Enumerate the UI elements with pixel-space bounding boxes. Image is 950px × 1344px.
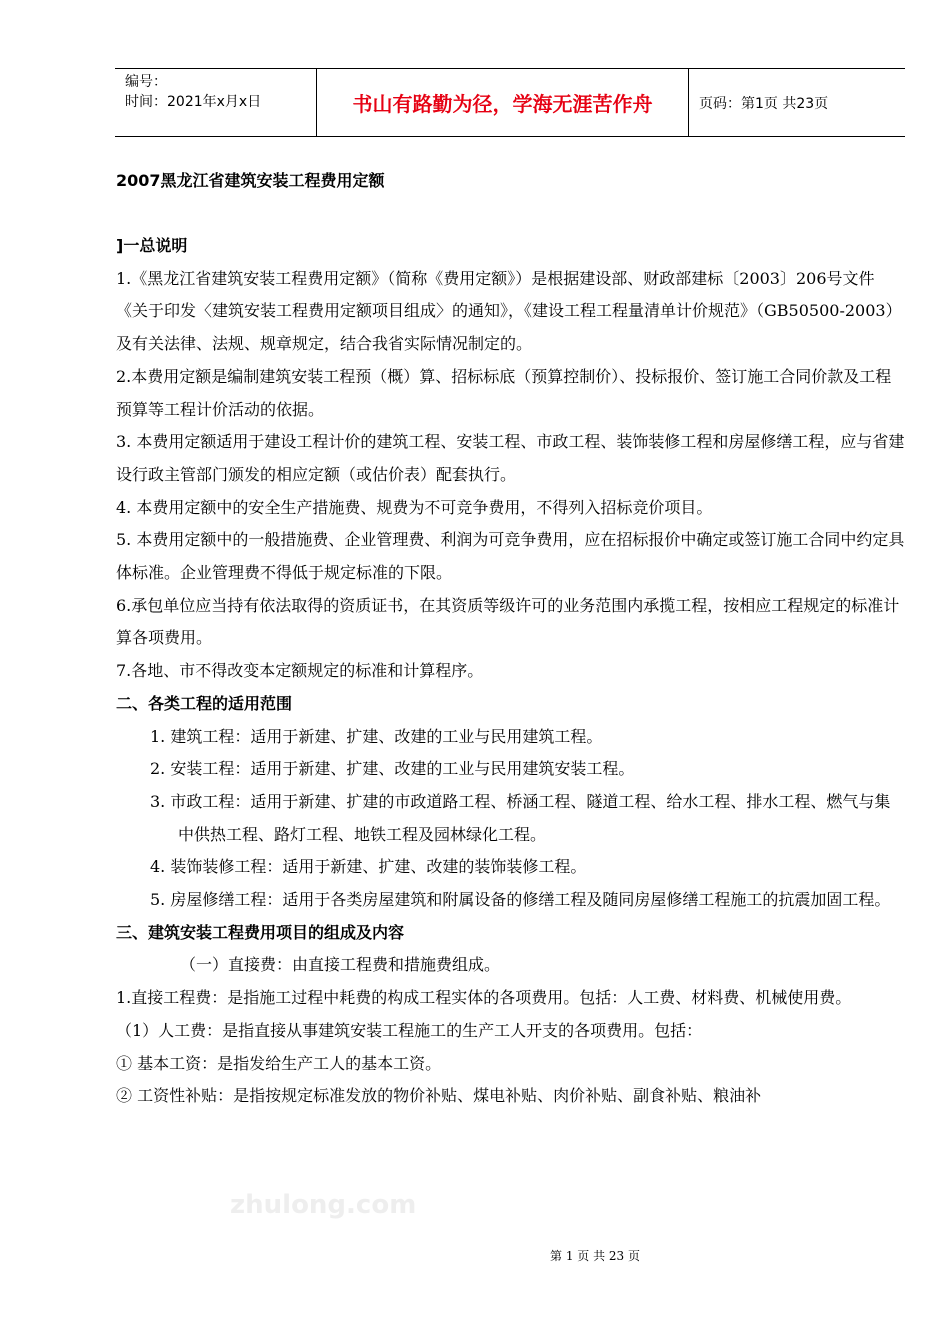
paragraph: ① 基本工资：是指发给生产工人的基本工资。 (116, 1053, 442, 1073)
list-item: 2. 安装工程：适用于新建、扩建、改建的工业与民用建筑安装工程。 (150, 759, 635, 779)
paragraph: （1）人工费：是指直接从事建筑安装工程施工的生产工人开支的各项费用。包括： (116, 1020, 703, 1040)
number-label: 编号： (125, 74, 167, 90)
header-meta (115, 69, 316, 136)
watermark: zhulong.com (230, 1190, 417, 1220)
section-heading: ]一总说明 (116, 236, 188, 255)
list-item: 1. 建筑工程：适用于新建、扩建、改建的工业与民用建筑工程。 (150, 726, 603, 746)
paragraph: 3. 本费用定额适用于建设工程计价的建筑工程、安装工程、市政工程、装饰装修工程和房屋修缮工程，应与省建设行政主管部门颁发的相应定额（或估价表）配套执行。 (116, 432, 905, 484)
paragraph: 1.《黑龙江省建筑安装工程费用定额》（简称《费用定额》）是根据建设部、财政部建标〔2003〕206号文件《关于印发〈建筑安装工程费用定额项目组成〉的通知》，《建设工程工程量清单计价规范》（GB50500-2003）及有关法律、法规、规章规定，结合我省实际情况制定的。 (116, 268, 902, 354)
header-motto: 书山有路勤为径，学海无涯苦作舟 (316, 69, 689, 136)
paragraph: 7.各地、市不得改变本定额规定的标准和计算程序。 (116, 661, 484, 681)
time-label: 时间：2021年x月x日 (125, 94, 262, 110)
document-body (116, 230, 906, 1113)
list-item: 5. 房屋修缮工程：适用于各类房屋建筑和附属设备的修缮工程及随同房屋修缮工程施工的抗震加固工程。 (150, 890, 891, 910)
paragraph: 1.直接工程费：是指施工过程中耗费的构成工程实体的各项费用。包括：人工费、材料费、机械使用费。 (116, 988, 852, 1008)
page-header (115, 68, 905, 137)
list-item: 3. 市政工程：适用于新建、扩建的市政道路工程、桥涵工程、隧道工程、给水工程、排水工程、燃气与集中供热工程、路灯工程、地铁工程及园林绿化工程。 (150, 791, 891, 844)
paragraph: 4. 本费用定额中的安全生产措施费、规费为不可竞争费用，不得列入招标竞价项目。 (116, 497, 713, 517)
sub-heading: （一）直接费：由直接工程费和措施费组成。 (180, 955, 501, 975)
section-heading: 三、建筑安装工程费用项目的组成及内容 (116, 922, 405, 942)
section-heading: 二、各类工程的适用范围 (116, 693, 293, 713)
header-page-label: 页码：第1页 共23页 (699, 95, 829, 112)
page-footer: 第 1 页 共 23 页 (550, 1249, 640, 1263)
document-title: 2007黑龙江省建筑安装工程费用定额 (116, 171, 385, 190)
paragraph: 2.本费用定额是编制建筑安装工程预（概）算、招标标底（预算控制价）、投标报价、签订施工合同价款及工程预算等工程计价活动的依据。 (116, 366, 892, 419)
paragraph: 6.承包单位应当持有依法取得的资质证书，在其资质等级许可的业务范围内承揽工程，按相应工程规定的标准计算各项费用。 (116, 595, 900, 648)
paragraph: 5. 本费用定额中的一般措施费、企业管理费、利润为可竞争费用，应在招标报价中确定或签订施工合同中约定具体标准。企业管理费不得低于规定标准的下限。 (116, 530, 905, 583)
paragraph: ② 工资性补贴：是指按规定标准发放的物价补贴、煤电补贴、肉价补贴、副食补贴、粮油补 (116, 1086, 762, 1106)
list-item: 4. 装饰装修工程：适用于新建、扩建、改建的装饰装修工程。 (150, 857, 587, 877)
